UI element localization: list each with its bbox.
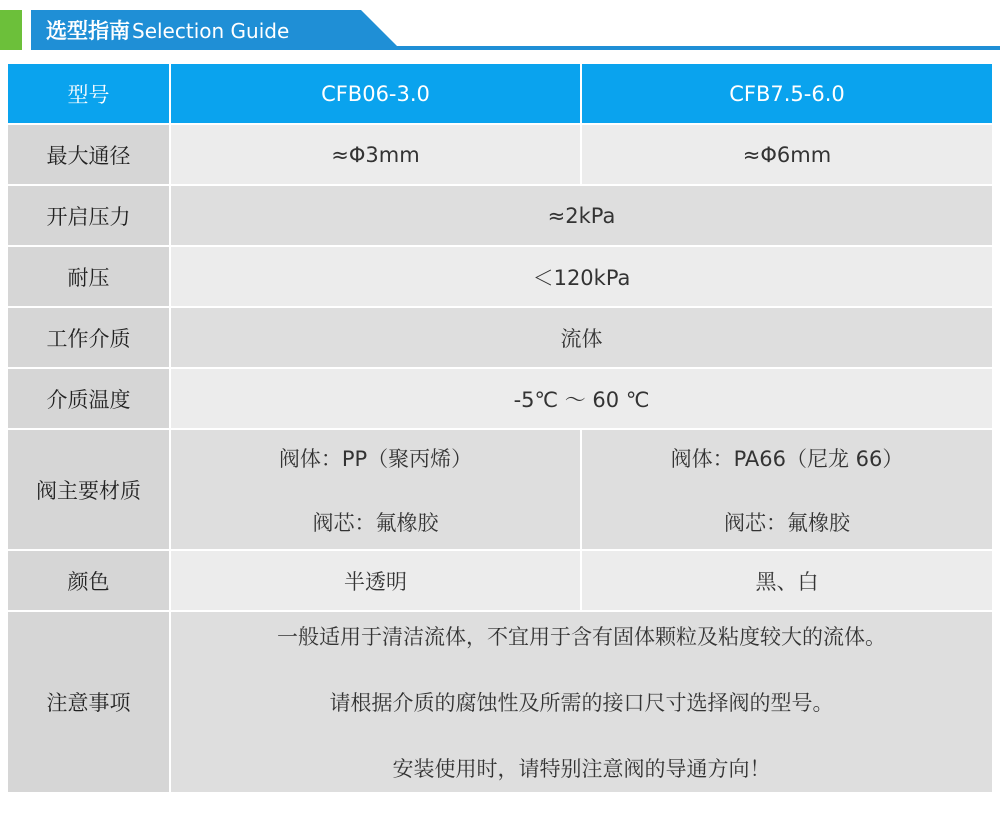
row-label-material: 阀主要材质 (8, 430, 169, 549)
section-header (0, 0, 1000, 52)
material-cell-1 (171, 430, 580, 549)
color-2: 黑、白 (582, 551, 992, 610)
section-title-en: Selection Guide (132, 19, 290, 43)
material-cell-2 (582, 430, 992, 549)
row-label-opening-pressure: 开启压力 (8, 186, 169, 245)
color-1: 半透明 (171, 551, 580, 610)
max-bore-2: ≈Φ6mm (582, 125, 992, 184)
row-label-medium-temp: 介质温度 (8, 369, 169, 428)
opening-pressure-value: ≈2kPa (171, 186, 992, 245)
note-line-2: 请根据介质的腐蚀性及所需的接口尺寸选择阀的型号。 (329, 691, 834, 715)
note-line-3: 安装使用时，请特别注意阀的导通方向！ (392, 757, 771, 781)
material-core-1: 阀芯：氟橡胶 (312, 510, 439, 535)
note-line-1: 一般适用于清洁流体，不宜用于含有固体颗粒及粘度较大的流体。 (277, 625, 886, 649)
material-core-2: 阀芯：氟橡胶 (724, 510, 850, 535)
medium-value: 流体 (171, 308, 992, 367)
selection-table (8, 64, 992, 792)
medium-temp-value: -5℃ ～ 60 ℃ (171, 369, 992, 428)
material-body-1: 阀体：PP（聚丙烯） (278, 446, 473, 471)
row-label-medium: 工作介质 (8, 308, 169, 367)
row-label-notes: 注意事项 (8, 612, 169, 792)
max-bore-1: ≈Φ3mm (171, 125, 580, 184)
section-title (46, 14, 289, 48)
row-label-pressure-resistance: 耐压 (8, 247, 169, 306)
notes-cell (171, 612, 992, 792)
section-title-cn: 选型指南 (46, 19, 130, 43)
header-model-1: CFB06-3.0 (171, 64, 580, 123)
material-body-2: 阀体：PA66（尼龙 66） (670, 446, 904, 471)
accent-bar (0, 10, 22, 50)
pressure-resistance-value: ＜120kPa (171, 247, 992, 306)
header-model-2: CFB7.5-6.0 (582, 64, 992, 123)
row-label-max-bore: 最大通径 (8, 125, 169, 184)
row-label-color: 颜色 (8, 551, 169, 610)
header-model-label: 型号 (8, 64, 169, 123)
